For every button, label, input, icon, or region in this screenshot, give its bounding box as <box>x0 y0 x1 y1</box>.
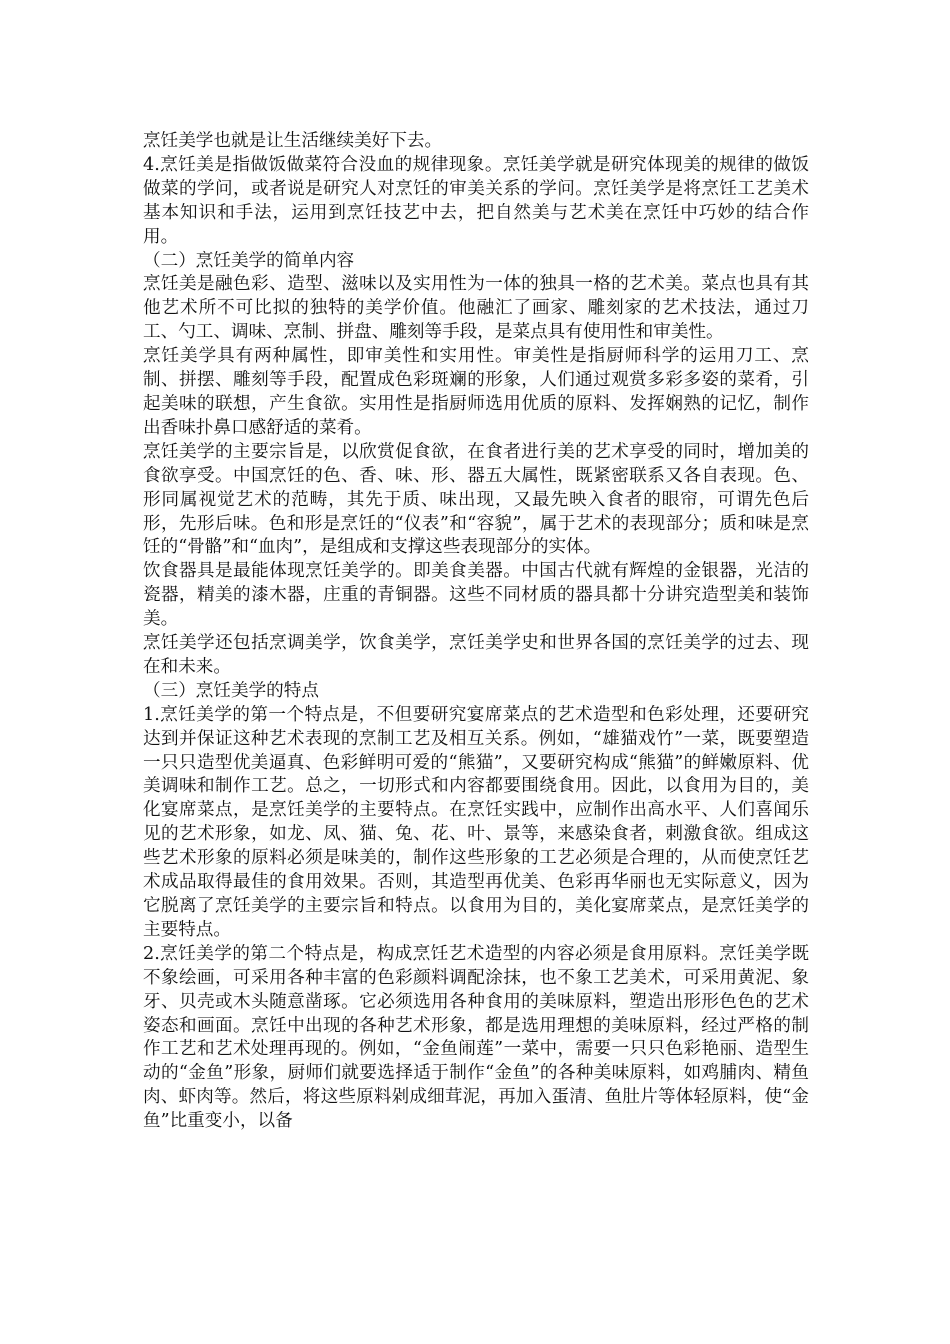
paragraph-utensils: 饮食器具是最能体现烹饪美学的。即美食美器。中国古代就有辉煌的金银器，光洁的瓷器，精美的漆木器，庄重的青铜器。这些不同材质的器具都十分讲究造型美和装饰美。 <box>143 561 809 630</box>
paragraph-feature-1: 1.烹饪美学的第一个特点是，不但要研究宴席菜点的艺术造型和色彩处理，还要研究达到并保证这种艺术表现的烹制工艺及相互关系。例如，“雄猫戏竹”一菜，既要塑造一只只造型优美逼真、色彩鲜明可爱的“熊猫”，又要研究构成“熊猫”的鲜嫩原料、优美调味和制作工艺。总之，一切形式和内容都要围绕食用。因此，以食用为目的，美化宴席菜点，是烹饪美学的主要特点。在烹饪实践中，应制作出高水平、人们喜闻乐见的艺术形象，如龙、凤、猫、兔、花、叶、景等，来感染食者，刺激食欲。组成这些艺术形象的原料必须是味美的，制作这些形象的工艺必须是合理的，从而使烹饪艺术成品取得最佳的食用效果。否则，其造型再优美、色彩再华丽也无实际意义，因为它脱离了烹饪美学的主要宗旨和特点。以食用为目的，美化宴席菜点，是烹饪美学的主要特点。 <box>143 704 809 940</box>
paragraph-scope: 烹饪美学还包括烹调美学，饮食美学，烹饪美学史和世界各国的烹饪美学的过去、现在和未来。 <box>143 633 809 677</box>
paragraph-two-attributes: 烹饪美学具有两种属性，即审美性和实用性。审美性是指厨师科学的运用刀工、烹制、拼摆、雕刻等手段，配置成色彩斑斓的形象，人们通过观赏多彩多姿的菜肴，引起美味的联想，产生食欲。实用性是指厨师选用优质的原料、发挥娴熟的记忆，制作出香味扑鼻口感舒适的菜肴。 <box>143 346 809 438</box>
section-heading-content: （二）烹饪美学的简单内容 <box>143 250 355 271</box>
paragraph-cooking-beauty: 烹饪美是融色彩、造型、滋味以及实用性为一体的独具一格的艺术美。菜点也具有其他艺术所不可比拟的独特的美学价值。他融汇了画家、雕刻家的艺术技法，通过刀工、勺工、调味、烹制、拼盘、雕刻等手段，是菜点具有使用性和审美性。 <box>143 274 809 343</box>
paragraph-feature-2: 2.烹饪美学的第二个特点是，构成烹饪艺术造型的内容必须是食用原料。烹饪美学既不象绘画，可采用各种丰富的色彩颜料调配涂抹，也不象工艺美术，可采用黄泥、象牙、贝壳或木头随意凿琢。它必须选用各种食用的美味原料，塑造出形形色色的艺术姿态和画面。烹饪中出现的各种艺术形象，都是选用理想的美味原料，经过严格的制作工艺和艺术处理再现的。例如，“金鱼闹莲”一菜中，需要一只只色彩艳丽、造型生动的“金鱼”形象，厨师们就要选择适于制作“金鱼”的各种美味原料，如鸡脯肉、精鱼肉、虾肉等。然后，将这些原料剁成细茸泥，再加入蛋清、鱼肚片等体轻原料，使“金鱼”比重变小，以备 <box>143 943 809 1132</box>
section-heading-features: （三）烹饪美学的特点 <box>143 680 319 701</box>
document-body <box>143 130 809 1134</box>
paragraph-point-4: 4.烹饪美是指做饭做菜符合没血的规律现象。烹饪美学就是研究体现美的规律的做饭做菜的学问，或者说是研究人对烹饪的审美关系的学问。烹饪美学是将烹饪工艺美术基本知识和手法，运用到烹饪技艺中去，把自然美与艺术美在烹饪中巧妙的结合作用。 <box>143 154 809 247</box>
paragraph-intro-line: 烹饪美学也就是让生活继续美好下去。 <box>143 131 443 151</box>
paragraph-main-purpose: 烹饪美学的主要宗旨是，以欣赏促食欲，在食者进行美的艺术享受的同时，增加美的食欲享受。中国烹饪的色、香、味、形、器五大属性，既紧密联系又各自表现。色、形同属视觉艺术的范畴，其先于质、味出现，又最先映入食者的眼帘，可谓先色后形，先形后味。色和形是烹饪的“仪表”和“容貌”，属于艺术的表现部分；质和味是烹饪的“骨骼”和“血肉”，是组成和支撑这些表现部分的实体。 <box>143 441 809 558</box>
